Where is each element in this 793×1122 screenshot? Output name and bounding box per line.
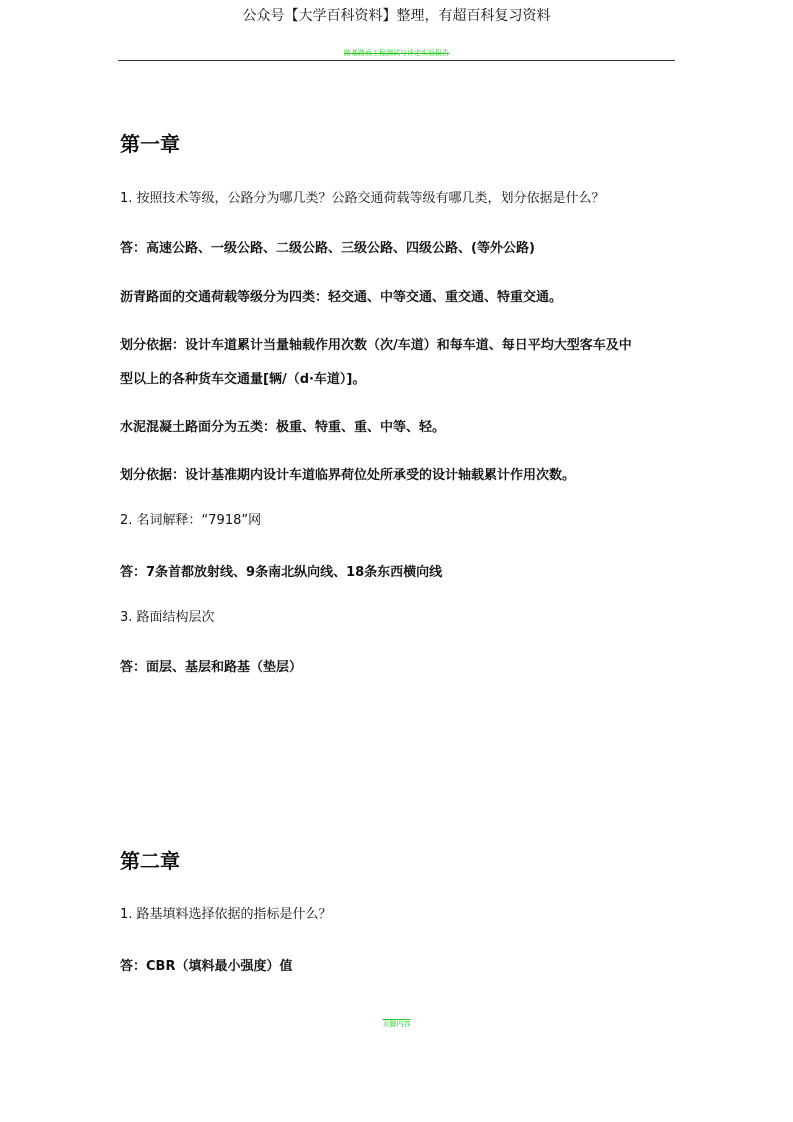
question-text: 2. 名词解释：“7918”网 xyxy=(120,513,262,528)
answer-text: 沥青路面的交通荷载等级分为四类：轻交通、中等交通、重交通、特重交通。 xyxy=(120,290,563,305)
chapter-heading: 第一章 xyxy=(120,132,180,156)
answer-text: 答：高速公路、一级公路、二级公路、三级公路、四级公路、(等外公路) xyxy=(120,241,535,256)
header-divider xyxy=(118,60,675,61)
question-text: 1. 路基填料选择依据的指标是什么？ xyxy=(120,907,332,922)
page-header: 公众号【大学百科资料】整理，有超百科复习资料 xyxy=(242,8,551,24)
question-text: 1. 按照技术等级，公路分为哪几类？公路交通荷载等级有哪几类，划分依据是什么？ xyxy=(120,191,605,206)
answer-text: 划分依据：设计基准期内设计车道临界荷位处所承受的设计轴载累计作用次数。 xyxy=(120,468,576,483)
page-footer: 页脚内容 xyxy=(382,1020,411,1028)
answer-text: 答：7条首都放射线、9条南北纵向线、18条东西横向线 xyxy=(120,565,443,580)
answer-text: 答：面层、基层和路基（垫层） xyxy=(120,660,303,675)
answer-text: 答：CBR（填料最小强度）值 xyxy=(120,959,293,974)
question-text: 3. 路面结构层次 xyxy=(120,610,215,625)
header-subtitle: 路基路面工程测试与评定实验报告 xyxy=(344,49,449,57)
answer-text: 型以上的各种货车交通量[辆/（d·车道）]。 xyxy=(120,372,366,387)
answer-text: 划分依据：设计车道累计当量轴载作用次数（次/车道）和每车道、每日平均大型客车及中 xyxy=(120,338,632,353)
chapter-heading: 第二章 xyxy=(120,849,180,873)
answer-text: 水泥混凝土路面分为五类：极重、特重、重、中等、轻。 xyxy=(120,420,446,435)
